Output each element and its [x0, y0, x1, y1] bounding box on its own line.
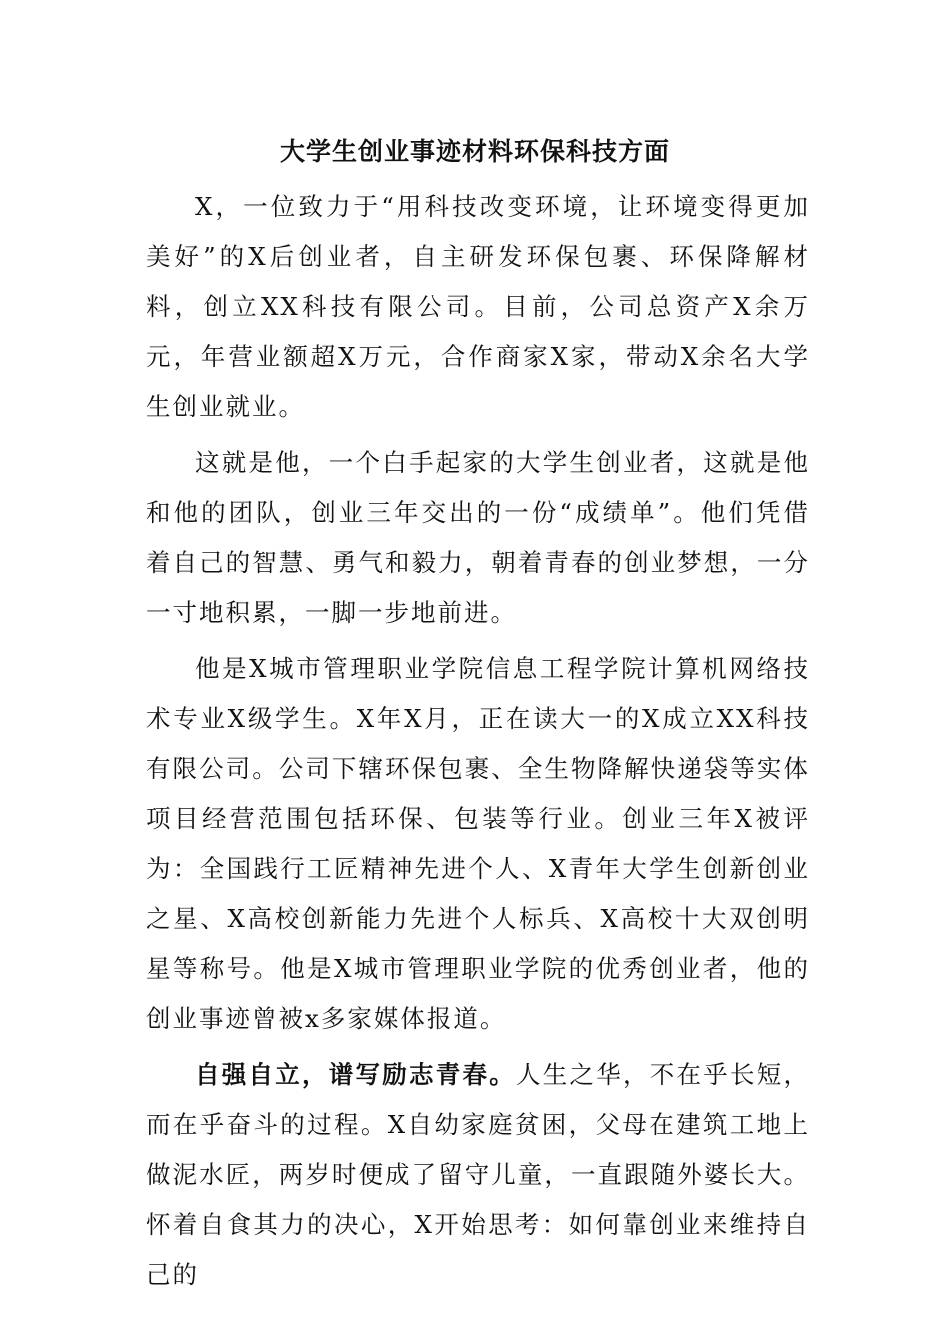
document-title: 大学生创业事迹材料环保科技方面 — [279, 137, 670, 166]
paragraph-text: 他是X城市管理职业学院信息工程学院计算机网络技术专业X级学生。X年X月，正在读大一的X成立XX科技有限公司。公司下辖环保包裹、全生物降解快递袋等实体项目经营范围包括环保、包装等行业。创业三年X被评为：全国践行工匠精神先进个人、X青年大学生创新创业之星、X高校创新能力先进个人标兵、X高校十大双创明星等称号。他是X城市管理职业学院的优秀创业者，他的创业事迹曾被x多家媒体报道。 — [146, 654, 810, 1033]
document-body — [146, 182, 810, 1300]
paragraph-4 — [146, 1050, 810, 1300]
paragraph-1 — [146, 182, 810, 432]
paragraph-text: X，一位致力于“用科技改变环境，让环境变得更加美好”的X后创业者，自主研发环保包裹、环保降解材料，创立XX科技有限公司。目前，公司总资产X余万元，年营业额超X万元，合作商家X家，带动X余名大学生创业就业。 — [146, 192, 810, 421]
paragraph-text: 人生之华，不在乎长短，而在乎奋斗的过程。X自幼家庭贫困，父母在建筑工地上做泥水匠，两岁时便成了留守儿童，一直跟随外婆长大。怀着自食其力的决心，X开始思考：如何靠创业来维持自己的 — [146, 1060, 810, 1289]
paragraph-2 — [146, 438, 810, 638]
paragraph-3 — [146, 644, 810, 1044]
paragraph-lead: 自强自立，谱写励志青春。 — [195, 1060, 516, 1089]
paragraph-text: 这就是他，一个白手起家的大学生创业者，这就是他和他的团队，创业三年交出的一份“成绩单”。他们凭借着自己的智慧、勇气和毅力，朝着青春的创业梦想，一分一寸地积累，一脚一步地前进。 — [146, 448, 810, 627]
